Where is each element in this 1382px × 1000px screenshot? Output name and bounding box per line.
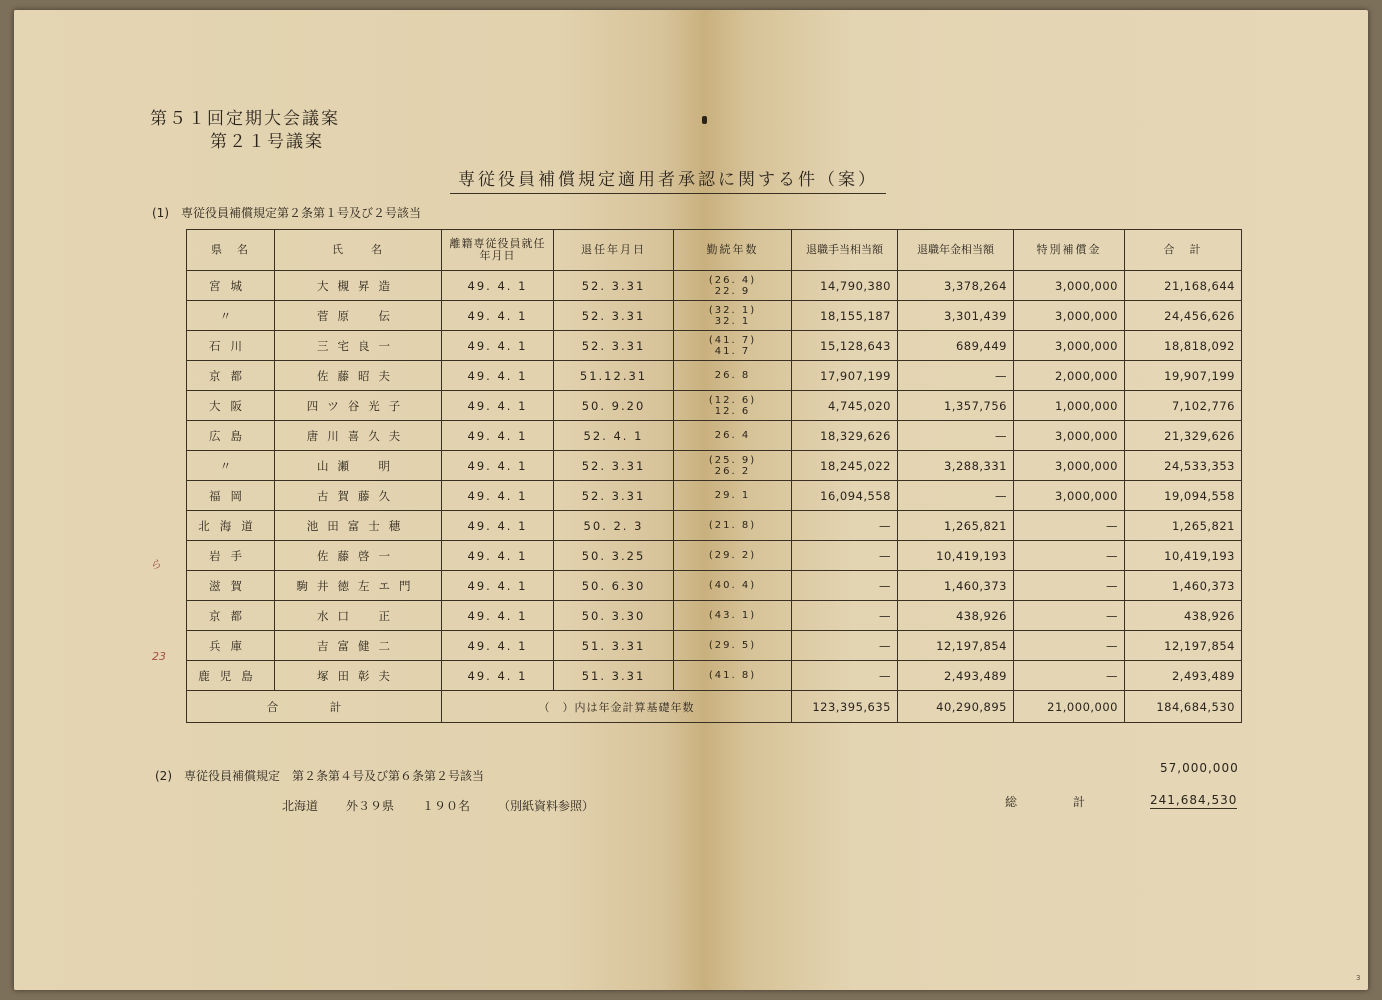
- cell-pension-equiv: 12,197,854: [898, 631, 1014, 661]
- cell-retirement-allowance: —: [792, 601, 898, 631]
- cell-name: 池田富士穂: [275, 511, 442, 541]
- cell-retired: 50. 3.30: [554, 601, 674, 631]
- cell-retired: 52. 3.31: [554, 451, 674, 481]
- cell-special: —: [1014, 571, 1125, 601]
- cell-special: 1,000,000: [1014, 391, 1125, 421]
- cell-service: [674, 331, 792, 361]
- service-years-actual: 41. 7: [714, 345, 751, 357]
- cell-retired: 52. 3.31: [554, 481, 674, 511]
- cell-pension-equiv: 1,265,821: [898, 511, 1014, 541]
- cell-special: 3,000,000: [1014, 421, 1125, 451]
- cell-prefecture: 〃: [187, 451, 275, 481]
- cell-service: 29. 1: [674, 481, 792, 511]
- service-years-pension: (32. 1): [708, 304, 757, 316]
- table-header-row: [187, 230, 1242, 271]
- cell-service: (29. 5): [674, 631, 792, 661]
- cell-total: 24,533,353: [1125, 451, 1242, 481]
- table-row: [187, 571, 1242, 601]
- cell-prefecture: 石川: [187, 331, 275, 361]
- cell-retirement-allowance: 15,128,643: [792, 331, 898, 361]
- cell-retirement-allowance: —: [792, 541, 898, 571]
- cell-pension-equiv: 3,301,439: [898, 301, 1014, 331]
- cell-appointed: 49. 4. 1: [442, 631, 554, 661]
- grand-total-label-2: 計: [1073, 795, 1086, 809]
- cell-appointed: 49. 4. 1: [442, 361, 554, 391]
- cell-retirement-allowance: —: [792, 631, 898, 661]
- table-row: [187, 361, 1242, 391]
- cell-appointed: 49. 4. 1: [442, 511, 554, 541]
- cell-service: (40. 4): [674, 571, 792, 601]
- service-years-pension: (12. 6): [708, 394, 757, 406]
- cell-service: (41. 8): [674, 661, 792, 691]
- proposal-number: 第２１号議案: [210, 132, 324, 152]
- cell-prefecture: 北海道: [187, 511, 275, 541]
- cell-name: 水口 正: [275, 601, 442, 631]
- cell-total: 19,094,558: [1125, 481, 1242, 511]
- cell-pension-equiv: 3,378,264: [898, 271, 1014, 301]
- cell-appointed: 49. 4. 1: [442, 571, 554, 601]
- cell-total: 1,265,821: [1125, 511, 1242, 541]
- cell-retired: 51. 3.31: [554, 661, 674, 691]
- cell-prefecture: 大阪: [187, 391, 275, 421]
- cell-retired: 50. 2. 3: [554, 511, 674, 541]
- cell-appointed: 49. 4. 1: [442, 301, 554, 331]
- service-years-pension: (26. 4): [708, 274, 757, 286]
- col-header-name: 氏 名: [275, 230, 442, 271]
- section2-count: １９０名: [422, 799, 471, 813]
- cell-total: 1,460,373: [1125, 571, 1242, 601]
- cell-total: 24,456,626: [1125, 301, 1242, 331]
- cell-prefecture: 宮城: [187, 271, 275, 301]
- cell-appointed: 49. 4. 1: [442, 271, 554, 301]
- table-row: [187, 421, 1242, 451]
- page-number: 3: [1356, 974, 1361, 982]
- total-retirement: 123,395,635: [792, 691, 898, 723]
- cell-special: —: [1014, 631, 1125, 661]
- cell-retirement-allowance: 18,245,022: [792, 451, 898, 481]
- cell-name: 三宅良一: [275, 331, 442, 361]
- cell-total: 21,329,626: [1125, 421, 1242, 451]
- cell-appointed: 49. 4. 1: [442, 331, 554, 361]
- cell-prefecture: 広島: [187, 421, 275, 451]
- cell-prefecture: 岩手: [187, 541, 275, 571]
- cell-retired: 50. 3.25: [554, 541, 674, 571]
- section2-region: 北海道: [282, 799, 319, 813]
- cell-name: 佐藤啓一: [275, 541, 442, 571]
- table-row: [187, 661, 1242, 691]
- cell-pension-equiv: 2,493,489: [898, 661, 1014, 691]
- col-header-service: 勤続年数: [674, 230, 792, 271]
- cell-retirement-allowance: 17,907,199: [792, 361, 898, 391]
- cell-prefecture: 福岡: [187, 481, 275, 511]
- cell-retired: 52. 3.31: [554, 331, 674, 361]
- cell-service: 26. 8: [674, 361, 792, 391]
- cell-retirement-allowance: 16,094,558: [792, 481, 898, 511]
- cell-retirement-allowance: —: [792, 511, 898, 541]
- cell-service: 26. 4: [674, 421, 792, 451]
- grand-total-label-1: 総: [1005, 795, 1018, 809]
- total-pension: 40,290,895: [898, 691, 1014, 723]
- col-header-pension-equiv: 退職年金相当額: [898, 230, 1014, 271]
- cell-retired: 51.12.31: [554, 361, 674, 391]
- grand-total-label: [1005, 793, 1141, 810]
- cell-special: 3,000,000: [1014, 481, 1125, 511]
- cell-pension-equiv: 438,926: [898, 601, 1014, 631]
- cell-special: 3,000,000: [1014, 451, 1125, 481]
- margin-note: ら: [150, 558, 161, 571]
- total-grand: 184,684,530: [1125, 691, 1242, 723]
- table-row: [187, 511, 1242, 541]
- ink-spot: [702, 116, 707, 124]
- cell-service: [674, 451, 792, 481]
- cell-prefecture: 鹿児島: [187, 661, 275, 691]
- cell-special: —: [1014, 511, 1125, 541]
- cell-special: 3,000,000: [1014, 331, 1125, 361]
- cell-prefecture: 滋賀: [187, 571, 275, 601]
- cell-appointed: 49. 4. 1: [442, 421, 554, 451]
- cell-name: 大槻昇造: [275, 271, 442, 301]
- service-years-actual: 26. 2: [714, 465, 751, 477]
- compensation-table: [186, 229, 1242, 723]
- cell-total: 12,197,854: [1125, 631, 1242, 661]
- col-header-special: 特別補償金: [1014, 230, 1125, 271]
- cell-name: 吉富健二: [275, 631, 442, 661]
- table-row: [187, 391, 1242, 421]
- cell-name: 山瀬 明: [275, 451, 442, 481]
- cell-prefecture: 〃: [187, 301, 275, 331]
- cell-special: 3,000,000: [1014, 301, 1125, 331]
- col-header-total: 合 計: [1125, 230, 1242, 271]
- table-row: [187, 601, 1242, 631]
- col-header-retirement-allowance: 退職手当相当額: [792, 230, 898, 271]
- cell-name: 佐藤昭夫: [275, 361, 442, 391]
- cell-pension-equiv: 1,460,373: [898, 571, 1014, 601]
- cell-retired: 50. 9.20: [554, 391, 674, 421]
- total-special: 21,000,000: [1014, 691, 1125, 723]
- cell-retirement-allowance: 18,329,626: [792, 421, 898, 451]
- cell-retirement-allowance: 4,745,020: [792, 391, 898, 421]
- table-row: [187, 301, 1242, 331]
- cell-name: 塚田彰夫: [275, 661, 442, 691]
- cell-pension-equiv: 3,288,331: [898, 451, 1014, 481]
- cell-name: 四ツ谷光子: [275, 391, 442, 421]
- page-title: 専従役員補償規定適用者承認に関する件（案）: [450, 165, 886, 194]
- service-years-pension: (25. 9): [708, 454, 757, 466]
- cell-special: —: [1014, 601, 1125, 631]
- cell-retired: 50. 6.30: [554, 571, 674, 601]
- section2-heading: (2) 専従役員補償規定 第２条第４号及び第６条第２号該当: [155, 769, 485, 783]
- table-row: [187, 541, 1242, 571]
- cell-appointed: 49. 4. 1: [442, 661, 554, 691]
- section2-others: 外３９県: [346, 799, 395, 813]
- cell-total: 7,102,776: [1125, 391, 1242, 421]
- section2-amount: 57,000,000: [1160, 761, 1239, 775]
- cell-prefecture: 京都: [187, 601, 275, 631]
- col-header-retired: 退任年月日: [554, 230, 674, 271]
- cell-total: 10,419,193: [1125, 541, 1242, 571]
- cell-appointed: 49. 4. 1: [442, 391, 554, 421]
- cell-service: (29. 2): [674, 541, 792, 571]
- cell-total: 19,907,199: [1125, 361, 1242, 391]
- table-row: [187, 271, 1242, 301]
- cell-name: 菅原 伝: [275, 301, 442, 331]
- cell-prefecture: 兵庫: [187, 631, 275, 661]
- margin-note: 23: [152, 650, 166, 663]
- cell-prefecture: 京都: [187, 361, 275, 391]
- service-years-actual: 32. 1: [714, 315, 751, 327]
- cell-pension-equiv: 689,449: [898, 331, 1014, 361]
- cell-appointed: 49. 4. 1: [442, 541, 554, 571]
- table-row: [187, 631, 1242, 661]
- col-header-prefecture: 県 名: [187, 230, 275, 271]
- section1-heading: (1) 専従役員補償規定第２条第１号及び２号該当: [152, 206, 421, 220]
- cell-name: 駒井徳左エ門: [275, 571, 442, 601]
- cell-special: 3,000,000: [1014, 271, 1125, 301]
- service-years-actual: 12. 6: [714, 405, 751, 417]
- cell-pension-equiv: 1,357,756: [898, 391, 1014, 421]
- cell-special: —: [1014, 541, 1125, 571]
- cell-total: 21,168,644: [1125, 271, 1242, 301]
- cell-pension-equiv: —: [898, 361, 1014, 391]
- cell-service: [674, 391, 792, 421]
- cell-retired: 52. 4. 1: [554, 421, 674, 451]
- cell-total: 438,926: [1125, 601, 1242, 631]
- table-row: [187, 451, 1242, 481]
- section2-reference: （別紙資料参照）: [498, 799, 595, 813]
- table-row: [187, 331, 1242, 361]
- cell-appointed: 49. 4. 1: [442, 601, 554, 631]
- service-years-pension: (41. 7): [708, 334, 757, 346]
- cell-pension-equiv: —: [898, 421, 1014, 451]
- cell-pension-equiv: 10,419,193: [898, 541, 1014, 571]
- cell-pension-equiv: —: [898, 481, 1014, 511]
- session-header: 第５１回定期大会議案: [150, 109, 340, 129]
- section2-detail: [282, 797, 622, 814]
- total-row: [187, 691, 1242, 723]
- cell-retirement-allowance: —: [792, 661, 898, 691]
- total-label: 合 計: [187, 691, 442, 723]
- cell-service: (43. 1): [674, 601, 792, 631]
- cell-retirement-allowance: 14,790,380: [792, 271, 898, 301]
- total-note: （ ）内は年金計算基礎年数: [442, 691, 792, 723]
- cell-appointed: 49. 4. 1: [442, 451, 554, 481]
- cell-name: 古賀藤久: [275, 481, 442, 511]
- cell-appointed: 49. 4. 1: [442, 481, 554, 511]
- cell-service: (21. 8): [674, 511, 792, 541]
- cell-special: 2,000,000: [1014, 361, 1125, 391]
- cell-service: [674, 301, 792, 331]
- cell-special: —: [1014, 661, 1125, 691]
- cell-service: [674, 271, 792, 301]
- cell-total: 18,818,092: [1125, 331, 1242, 361]
- grand-total-value: 241,684,530: [1150, 793, 1238, 807]
- cell-retired: 52. 3.31: [554, 271, 674, 301]
- cell-name: 唐川喜久夫: [275, 421, 442, 451]
- cell-total: 2,493,489: [1125, 661, 1242, 691]
- table-row: [187, 481, 1242, 511]
- col-header-appointed: 離籍専従役員就任年月日: [442, 230, 554, 271]
- cell-retired: 51. 3.31: [554, 631, 674, 661]
- cell-retirement-allowance: —: [792, 571, 898, 601]
- service-years-actual: 22. 9: [714, 285, 751, 297]
- cell-retired: 52. 3.31: [554, 301, 674, 331]
- cell-retirement-allowance: 18,155,187: [792, 301, 898, 331]
